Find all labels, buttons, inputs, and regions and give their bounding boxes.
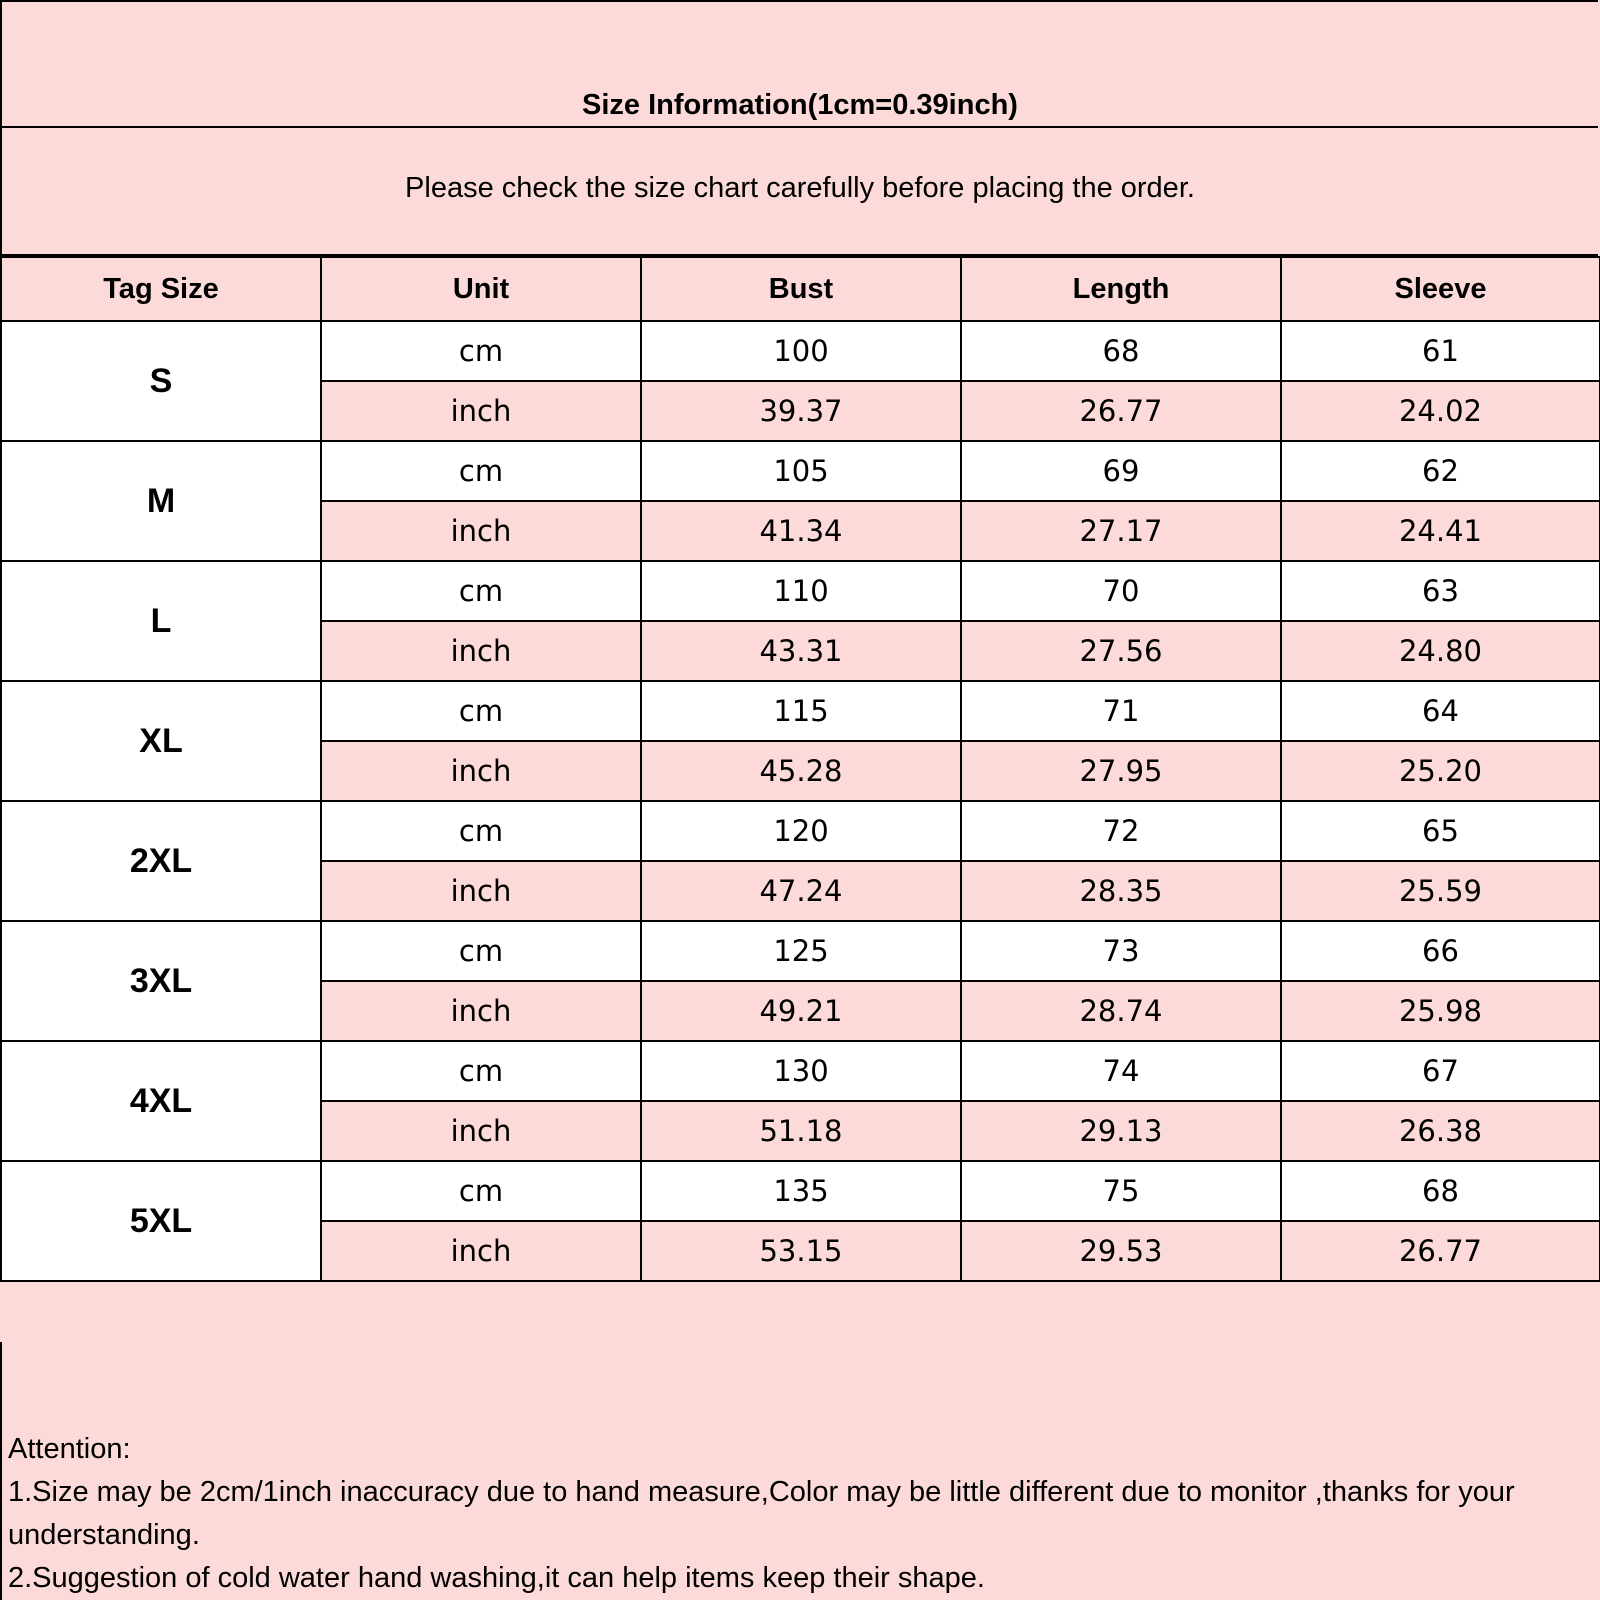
bust-cell: 39.37 bbox=[641, 381, 961, 441]
bust-cell: 115 bbox=[641, 681, 961, 741]
attention-notes bbox=[0, 1342, 1598, 1600]
bust-cell: 49.21 bbox=[641, 981, 961, 1041]
sleeve-cell: 68 bbox=[1281, 1161, 1600, 1221]
length-cell: 27.95 bbox=[961, 741, 1281, 801]
length-cell: 68 bbox=[961, 321, 1281, 381]
bust-cell: 130 bbox=[641, 1041, 961, 1101]
unit-cell: inch bbox=[321, 501, 641, 561]
length-cell: 29.13 bbox=[961, 1101, 1281, 1161]
sleeve-cell: 24.41 bbox=[1281, 501, 1600, 561]
tag-size-cell: S bbox=[1, 321, 321, 441]
header-length: Length bbox=[961, 257, 1281, 321]
sleeve-cell: 66 bbox=[1281, 921, 1600, 981]
length-cell: 27.56 bbox=[961, 621, 1281, 681]
table-row bbox=[1, 1161, 1600, 1221]
unit-cell: cm bbox=[321, 1041, 641, 1101]
sleeve-cell: 65 bbox=[1281, 801, 1600, 861]
sleeve-cell: 61 bbox=[1281, 321, 1600, 381]
bust-cell: 53.15 bbox=[641, 1221, 961, 1281]
length-cell: 28.35 bbox=[961, 861, 1281, 921]
sleeve-cell: 62 bbox=[1281, 441, 1600, 501]
unit-cell: inch bbox=[321, 861, 641, 921]
sleeve-cell: 25.98 bbox=[1281, 981, 1600, 1041]
unit-cell: inch bbox=[321, 621, 641, 681]
sleeve-cell: 24.80 bbox=[1281, 621, 1600, 681]
length-cell: 29.53 bbox=[961, 1221, 1281, 1281]
bust-cell: 135 bbox=[641, 1161, 961, 1221]
tag-size-cell: 4XL bbox=[1, 1041, 321, 1161]
attention-line-1: 1.Size may be 2cm/1inch inaccuracy due to hand measure,Color may be little different due to monitor ,thanks for your understanding. bbox=[8, 1476, 1515, 1551]
tag-size-cell: 2XL bbox=[1, 801, 321, 921]
table-row bbox=[1, 321, 1600, 381]
bust-cell: 45.28 bbox=[641, 741, 961, 801]
bust-cell: 43.31 bbox=[641, 621, 961, 681]
sleeve-cell: 64 bbox=[1281, 681, 1600, 741]
unit-cell: inch bbox=[321, 1101, 641, 1161]
table-row bbox=[1, 801, 1600, 861]
table-row bbox=[1, 441, 1600, 501]
size-table bbox=[0, 256, 1600, 1282]
length-cell: 70 bbox=[961, 561, 1281, 621]
unit-cell: cm bbox=[321, 801, 641, 861]
length-cell: 26.77 bbox=[961, 381, 1281, 441]
bust-cell: 51.18 bbox=[641, 1101, 961, 1161]
length-cell: 71 bbox=[961, 681, 1281, 741]
bust-cell: 41.34 bbox=[641, 501, 961, 561]
sleeve-cell: 67 bbox=[1281, 1041, 1600, 1101]
tag-size-cell: M bbox=[1, 441, 321, 561]
table-row bbox=[1, 561, 1600, 621]
bust-cell: 100 bbox=[641, 321, 961, 381]
sleeve-cell: 25.59 bbox=[1281, 861, 1600, 921]
unit-cell: cm bbox=[321, 561, 641, 621]
unit-cell: inch bbox=[321, 741, 641, 801]
table-row bbox=[1, 681, 1600, 741]
tag-size-cell: 3XL bbox=[1, 921, 321, 1041]
header-tag-size: Tag Size bbox=[1, 257, 321, 321]
bust-cell: 125 bbox=[641, 921, 961, 981]
length-cell: 69 bbox=[961, 441, 1281, 501]
table-row bbox=[1, 1041, 1600, 1101]
chart-title: Size Information(1cm=0.39inch) bbox=[582, 89, 1018, 121]
table-row bbox=[1, 921, 1600, 981]
notice-band bbox=[0, 128, 1598, 256]
header-sleeve: Sleeve bbox=[1281, 257, 1600, 321]
length-cell: 28.74 bbox=[961, 981, 1281, 1041]
length-cell: 73 bbox=[961, 921, 1281, 981]
header-bust: Bust bbox=[641, 257, 961, 321]
tag-size-cell: 5XL bbox=[1, 1161, 321, 1281]
sleeve-cell: 63 bbox=[1281, 561, 1600, 621]
sleeve-cell: 26.38 bbox=[1281, 1101, 1600, 1161]
unit-cell: cm bbox=[321, 321, 641, 381]
attention-heading: Attention: bbox=[8, 1433, 131, 1465]
bust-cell: 47.24 bbox=[641, 861, 961, 921]
bust-cell: 105 bbox=[641, 441, 961, 501]
length-cell: 74 bbox=[961, 1041, 1281, 1101]
bust-cell: 110 bbox=[641, 561, 961, 621]
title-band bbox=[0, 0, 1598, 128]
length-cell: 72 bbox=[961, 801, 1281, 861]
length-cell: 75 bbox=[961, 1161, 1281, 1221]
unit-cell: inch bbox=[321, 1221, 641, 1281]
unit-cell: cm bbox=[321, 1161, 641, 1221]
chart-notice: Please check the size chart carefully before placing the order. bbox=[405, 171, 1195, 204]
sleeve-cell: 26.77 bbox=[1281, 1221, 1600, 1281]
sleeve-cell: 24.02 bbox=[1281, 381, 1600, 441]
bust-cell: 120 bbox=[641, 801, 961, 861]
header-row bbox=[1, 257, 1600, 321]
unit-cell: inch bbox=[321, 381, 641, 441]
header-unit: Unit bbox=[321, 257, 641, 321]
size-table-body bbox=[1, 321, 1600, 1281]
length-cell: 27.17 bbox=[961, 501, 1281, 561]
sleeve-cell: 25.20 bbox=[1281, 741, 1600, 801]
unit-cell: cm bbox=[321, 441, 641, 501]
unit-cell: cm bbox=[321, 681, 641, 741]
tag-size-cell: XL bbox=[1, 681, 321, 801]
unit-cell: inch bbox=[321, 981, 641, 1041]
unit-cell: cm bbox=[321, 921, 641, 981]
tag-size-cell: L bbox=[1, 561, 321, 681]
attention-line-2: 2.Suggestion of cold water hand washing,it can help items keep their shape. bbox=[8, 1562, 985, 1594]
